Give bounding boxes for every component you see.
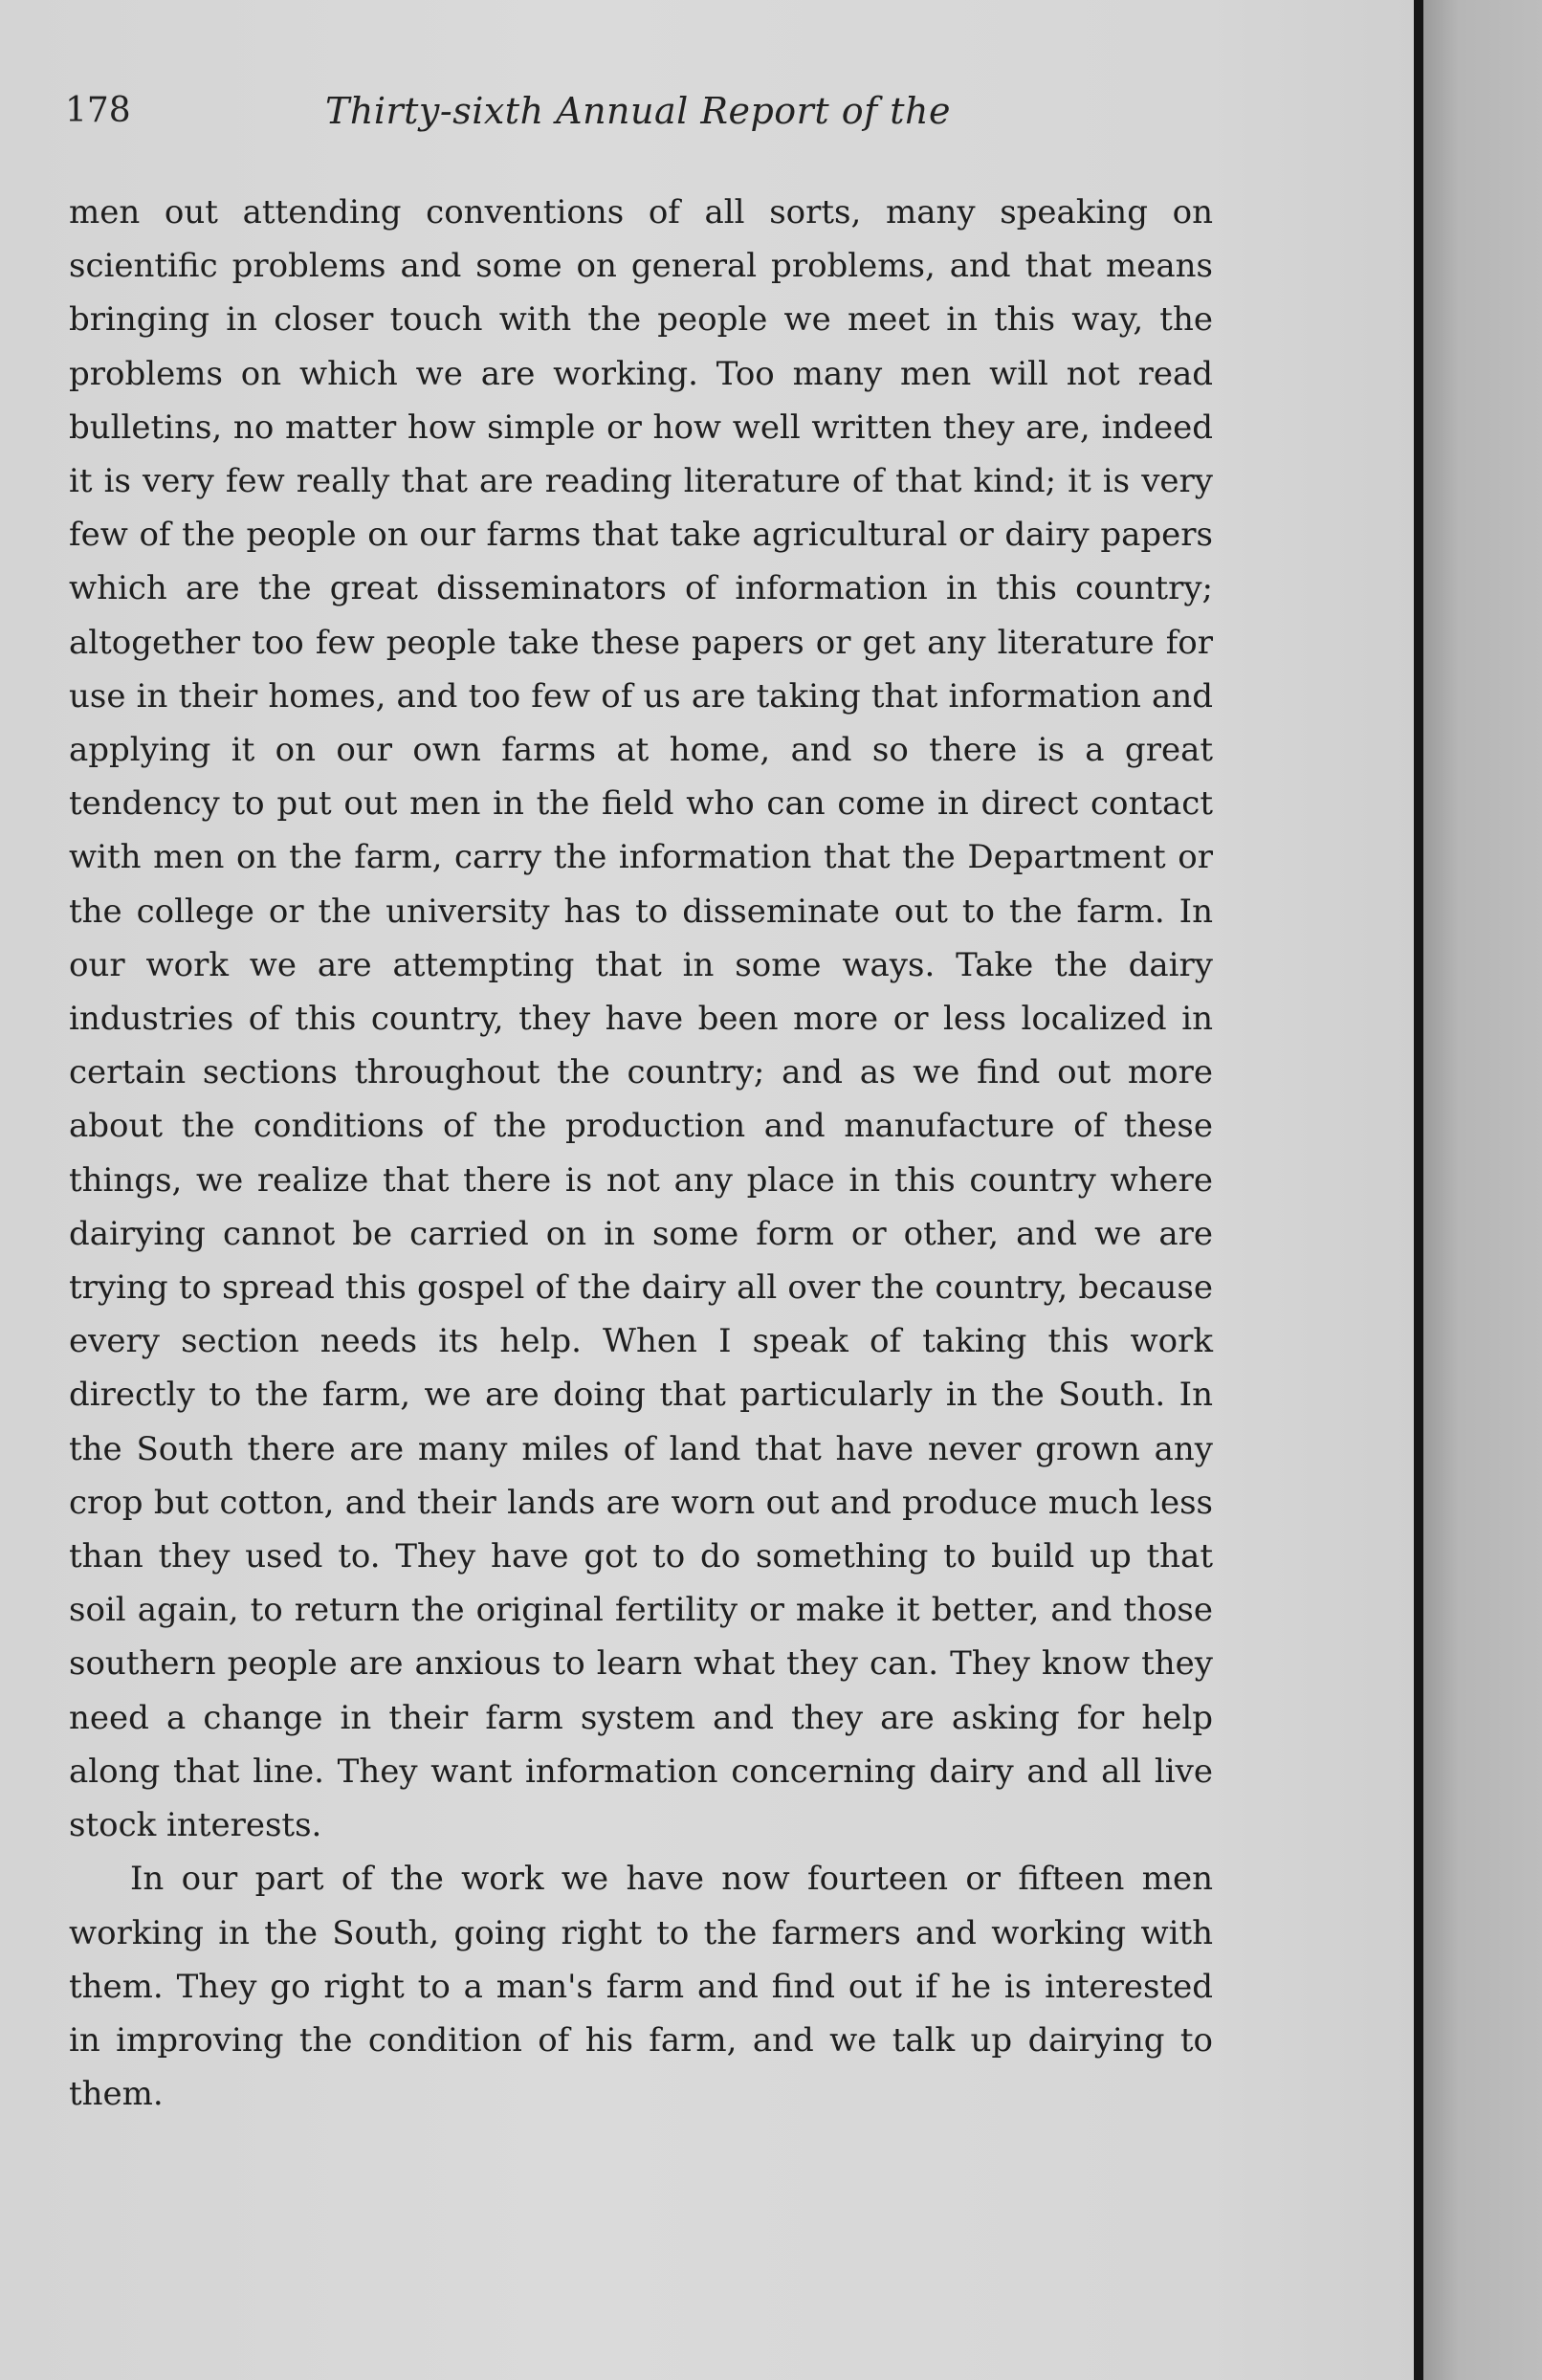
facing-page-edge (1423, 0, 1542, 2380)
page-header (65, 88, 1337, 142)
body-text (69, 186, 1213, 2121)
paragraph-1: men out attending conventions of all sorts, many speaking on scientific problems and some on general problems, and that means bringing in closer touch with the people we meet in this way, the problems on which we are working. Too many men will not read bulletins, no matter how simple or how well written they are, indeed it is very few really that are reading literature of that kind; it is very few of the people on our farms that take agricultural or dairy papers which are the great disseminators of information in this country; altogether too few people take these papers or get any literature for use in their homes, and too few of us are taking that information and applying it on our own farms at home, and so there is a great tendency to put out men in the field who can come in direct contact with men on the farm, carry the information that the Department or the college or the university has to disseminate out to the farm. In our work we are attempting that in some ways. Take the dairy industries of this country, they have been more or less localized in certain sections throughout the country; and as we find out more about the conditions of the production and manufacture of these things, we realize that there is not any place in this country where dairying cannot be carried on in some form or other, and we are trying to spread this gospel of the dairy all over the country, because every section needs its help. When I speak of taking this work directly to the farm, we are doing that particularly in the South. In the South there are many miles of land that have never grown any crop but cotton, and their lands are worn out and produce much less than they used to. They have got to do something to build up that soil again, to return the original fertility or make it better, and those southern people are anxious to learn what they can. They know they need a change in their farm system and they are asking for help along that line. They want information concerning dairy and all live stock interests. (69, 193, 1213, 1845)
page-number: 178 (65, 91, 131, 130)
page-gutter-edge (1414, 0, 1423, 2380)
running-head: Thirty-sixth Annual Report of the (325, 90, 951, 132)
paragraph-2: In our part of the work we have now fourteen or fifteen men working in the South, going right to the farmers and working with them. They go right to a man's farm and find out if he is interested in improving the condition of his farm, and we talk up dairying to them. (69, 1860, 1213, 2114)
